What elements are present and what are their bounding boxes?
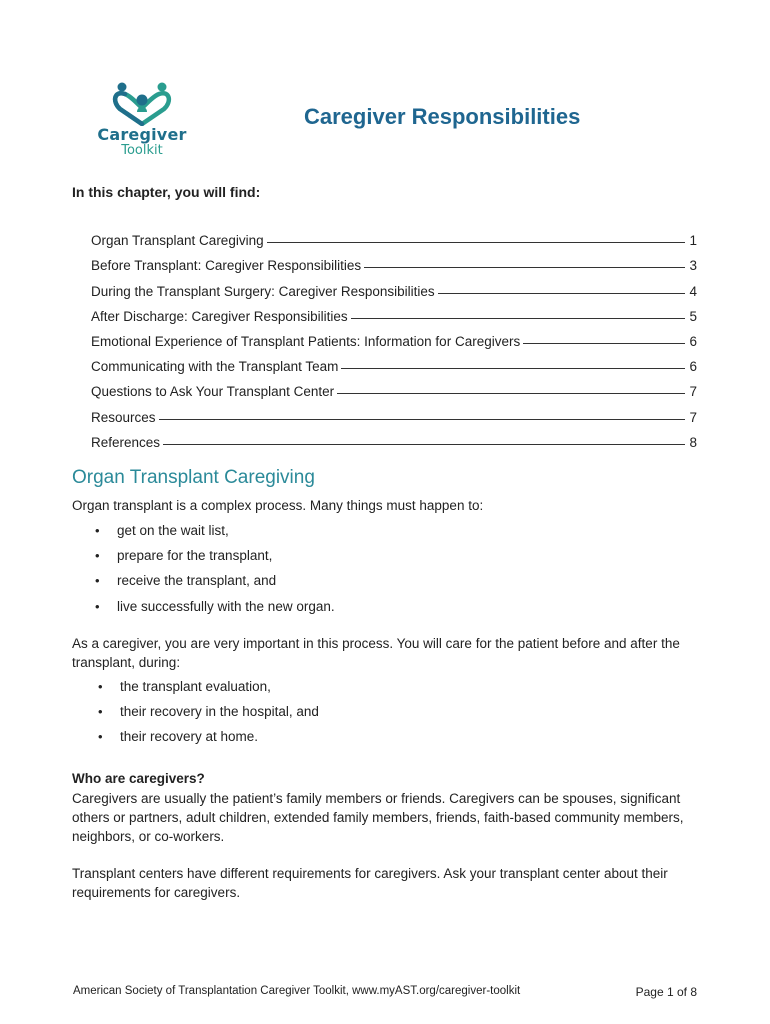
toc-entry-title[interactable]: During the Transplant Surgery: Caregiver Responsibilities	[91, 283, 435, 299]
toc-leader-line	[337, 393, 685, 394]
page-title: Caregiver Responsibilities	[304, 104, 581, 129]
toc-leader-line	[163, 444, 685, 445]
toc-entry-title[interactable]: Communicating with the Transplant Team	[91, 359, 339, 375]
heart-people-icon	[92, 80, 192, 126]
toc-entry-page: 7	[689, 409, 697, 425]
toc-entry[interactable]	[91, 248, 697, 273]
list-item: • the transplant evaluation,	[96, 677, 319, 702]
toc-entry-title[interactable]: Questions to Ask Your Transplant Center	[91, 384, 335, 400]
toc-leader-line	[159, 419, 685, 420]
toc-leader-line	[364, 267, 685, 268]
who-are-caregivers-heading: Who are caregivers?	[72, 771, 205, 786]
toc-entry[interactable]	[91, 425, 697, 450]
toc-entry[interactable]	[91, 273, 697, 298]
caregiver-toolkit-logo	[92, 80, 192, 162]
toc-entry-page: 6	[689, 333, 697, 349]
toc-entry-title[interactable]: Organ Transplant Caregiving	[91, 233, 264, 249]
footer-page-number: Page 1 of 8	[635, 985, 697, 999]
toc-entry-page: 1	[689, 233, 697, 249]
toc-entry-title[interactable]: References	[91, 434, 161, 450]
toc-entry[interactable]	[91, 374, 697, 399]
toc-leader-line	[523, 343, 685, 344]
logo-wordmark-toolkit: Toolkit	[121, 143, 163, 158]
steps-list	[93, 521, 335, 622]
who-are-caregivers-paragraph: Caregivers are usually the patient’s family members or friends. Caregivers can be spouses, significant others or partners, adult children, extended family members, friends, faith-based community members, neighbors, or co-workers.	[72, 791, 684, 844]
toc-entry-title[interactable]: After Discharge: Caregiver Responsibilities	[91, 308, 348, 324]
list-item: • receive the transplant, and	[93, 571, 335, 596]
toc-entry[interactable]	[91, 349, 697, 374]
toc-entry-page: 6	[689, 359, 697, 375]
logo-wordmark-caregiver: Caregiver	[97, 125, 187, 144]
intro-paragraph: Organ transplant is a complex process. Many things must happen to:	[72, 498, 484, 513]
toc-leader-line	[438, 293, 685, 294]
toc-entry-page: 5	[689, 308, 697, 324]
toc-entry[interactable]	[91, 223, 697, 248]
list-item: • get on the wait list,	[93, 521, 335, 546]
toc-entry[interactable]	[91, 324, 697, 349]
toc-entry[interactable]	[91, 399, 697, 424]
toc-entry-title[interactable]: Emotional Experience of Transplant Patients: Information for Caregivers	[91, 333, 521, 349]
requirements-paragraph: Transplant centers have different requirements for caregivers. Ask your transplant center about their requirements for caregivers.	[72, 866, 668, 900]
list-item: • prepare for the transplant,	[93, 546, 335, 571]
toc-entry-page: 3	[689, 258, 697, 274]
list-item: • live successfully with the new organ.	[93, 597, 335, 622]
caregiver-role-paragraph: As a caregiver, you are very important in this process. You will care for the patient before and after the transplant, during:	[72, 636, 680, 670]
toc-entry-page: 4	[689, 283, 697, 299]
toc-entry-page: 8	[689, 434, 697, 450]
toc-leader-line	[341, 368, 685, 369]
section-heading: Organ Transplant Caregiving	[72, 467, 315, 488]
phases-list	[96, 677, 319, 753]
table-of-contents	[91, 223, 697, 450]
toc-leader-line	[351, 318, 685, 319]
footer-source: American Society of Transplantation Caregiver Toolkit, www.myAST.org/caregiver-toolkit	[73, 985, 521, 997]
toc-leader-line	[267, 242, 685, 243]
list-item: • their recovery in the hospital, and	[96, 702, 319, 727]
toc-entry-title[interactable]: Resources	[91, 409, 156, 425]
toc-entry-title[interactable]: Before Transplant: Caregiver Responsibilities	[91, 258, 362, 274]
toc-heading: In this chapter, you will find:	[72, 184, 261, 200]
toc-entry-page: 7	[689, 384, 697, 400]
toc-entry[interactable]	[91, 299, 697, 324]
list-item: • their recovery at home.	[96, 727, 319, 752]
